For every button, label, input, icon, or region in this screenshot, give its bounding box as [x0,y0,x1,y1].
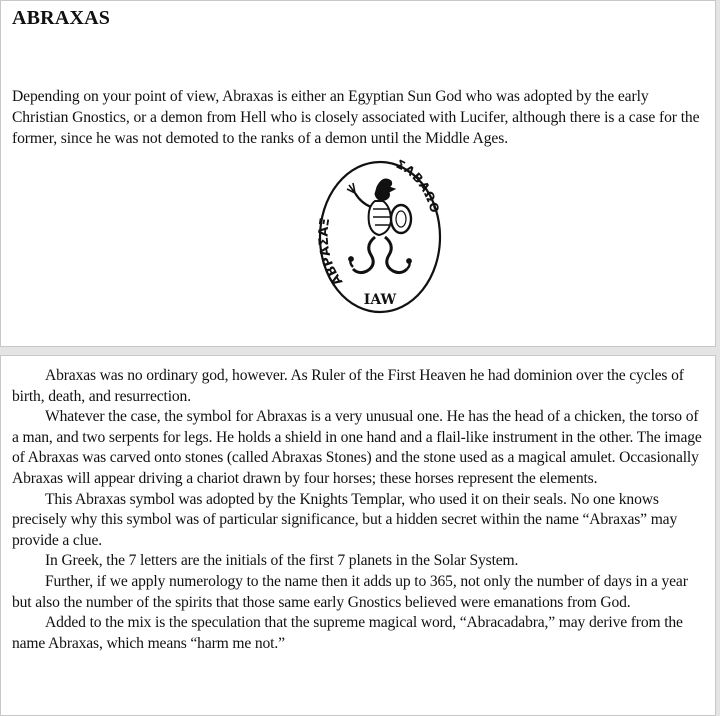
paragraph: In Greek, the 7 letters are the initials of the first 7 planets in the Solar System. [45,552,519,570]
page-title: ABRAXAS [12,7,111,29]
seal-left-inscription: ΑΒΡΑΣΑΞ [316,216,347,288]
paragraph: Added to the mix is the speculation that the supreme magical word, “Abracadabra,” may derive from the name Abraxas, which means “harm me not.” [12,614,683,652]
abraxas-seal-image [313,157,447,317]
paragraph: Abraxas was no ordinary god, however. As Ruler of the First Heaven he had dominion over the cycles of birth, death, and resurrection. [12,367,684,405]
intro-paragraph: Depending on your point of view, Abraxas is either an Egyptian Sun God who was adopted by the early Christian Gnostics, or a demon from Hell who is closely associated with Lucifer, although there is a case for the former, since he was not demoted to the ranks of a demon until the Middle Ages. [12,88,700,147]
seal-right-inscription: ΣΑΒΑΩΘ [393,157,443,216]
paragraph: This Abraxas symbol was adopted by the Knights Templar, who used it on their seals. No one knows precisely why this symbol was of particular significance, but a hidden secret within the name “Abraxas” may provide a clue. [12,490,678,549]
body-text [12,366,708,654]
seal-bottom-inscription: IAW [363,292,397,308]
paragraph: Whatever the case, the symbol for Abraxas is a very unusual one. He has the head of a chicken, the torso of a man, and two serpents for legs. He holds a shield in one hand and a flail-like instrument in the other. The image of Abraxas was carved onto stones (called Abraxas Stones) and the stone used as a magical amulet. Occasionally Abraxas will appear driving a chariot drawn by four horses; these horses represent the elements. [12,408,702,487]
paragraph: Further, if we apply numerology to the name then it adds up to 365, not only the number of days in a year but also the number of the spirits that those same early Gnostics believed were emanations from God. [12,572,688,611]
